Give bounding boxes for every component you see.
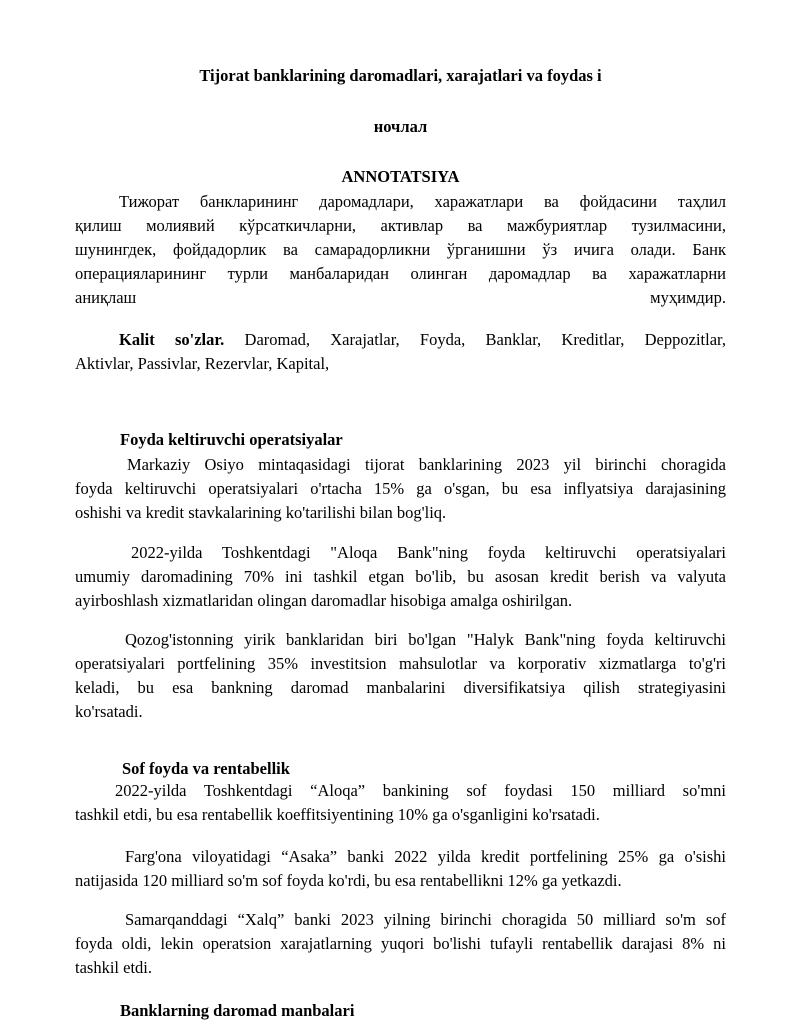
section-heading: Banklarning daromad manbalari xyxy=(120,1001,355,1020)
section-heading: Foyda keltiruvchi operatsiyalar xyxy=(120,430,343,449)
keywords-label: Kalit so'zlar. xyxy=(119,330,225,349)
annotation-heading: ANNOTATSIYA xyxy=(341,167,460,186)
keywords-list-1: Daromad, Xarajatlar, Foyda, Banklar, Kreditlar, Deppozitlar, xyxy=(244,330,726,349)
section-paragraph xyxy=(75,541,726,613)
annotation-line: муҳимдир. xyxy=(650,288,726,307)
annotation-line: аниқлаш xyxy=(75,288,137,307)
annotation-line: Тижорат банкларининг даромадлари, харажатлари ва фойдасини таҳлил xyxy=(119,192,726,211)
paragraph-line: 2022-yilda Toshkentdagi "Aloqa Bank"ning foyda keltiruvchi operatsiyalari xyxy=(131,543,726,562)
paragraph-line: foyda keltiruvchi operatsiyalari o'rtacha 15% ga o'sgan, bu esa inflyatsiya darajasining xyxy=(75,479,726,498)
paragraph-line: Farg'ona viloyatidagi “Asaka” banki 2022 yilda kredit portfelining 25% ga o'sishi xyxy=(125,847,726,866)
paragraph-line: Qozog'istonning yirik banklaridan biri bo'lgan "Halyk Bank"ning foyda keltiruvchi xyxy=(125,630,726,649)
document-title-line-1: Tijorat banklarining daromadlari, xarajatlari va foydas i xyxy=(199,66,602,85)
keywords-line-1 xyxy=(75,328,726,352)
paragraph-line: foyda oldi, lekin operatsion xarajatlarning yuqori bo'lishi tufayli rentabellik darajasi 8% ni xyxy=(75,934,726,953)
document-title-line-2: ночлал xyxy=(373,117,428,136)
paragraph-line: oshishi va kredit stavkalarining ko'tarilishi bilan bog'liq. xyxy=(75,503,447,522)
annotation-line: қилиш молиявий кўрсаткичларни, активлар ва мажбуриятлар тузилмасини, xyxy=(75,216,726,235)
section-heading: Sof foyda va rentabellik xyxy=(122,759,290,778)
annotation-line-split xyxy=(75,286,726,310)
paragraph-line: Markaziy Osiyo mintaqasidagi tijorat banklarining 2023 yil birinchi choragida xyxy=(127,455,726,474)
annotation-line: операцияларининг турли манбаларидан олинган даромадлар ва харажатларни xyxy=(75,264,726,283)
paragraph-line: operatsiyalari portfelining 35% investitsion mahsulotlar va korporativ xizmatlarga to'g'ri xyxy=(75,654,726,673)
section-paragraph xyxy=(75,908,726,980)
paragraph-line: umumiy daromadining 70% ini tashkil etgan bo'lib, bu asosan kredit berish va valyuta xyxy=(75,567,726,586)
paragraph-line: ko'rsatadi. xyxy=(75,702,143,721)
paragraph-line: ayirboshlash xizmatlaridan olingan daromadlar hisobiga amalga oshirilgan. xyxy=(75,591,573,610)
paragraph-line: tashkil etdi. xyxy=(75,958,152,977)
annotation-line: шунингдек, фойдадорлик ва самарадорликни ўрганишни ўз ичига олади. Банк xyxy=(75,240,726,259)
section-paragraph xyxy=(75,453,726,525)
keywords-paragraph xyxy=(75,328,726,376)
section-paragraph xyxy=(75,628,726,724)
keywords-list-2: Aktivlar, Passivlar, Rezervlar, Kapital, xyxy=(75,354,330,373)
section-paragraph xyxy=(75,779,726,827)
section-paragraph xyxy=(75,845,726,893)
annotation-paragraph xyxy=(75,190,726,310)
paragraph-line: 2022-yilda Toshkentdagi “Aloqa” bankining sof foydasi 150 milliard so'mni xyxy=(115,781,726,800)
paragraph-line: keladi, bu esa bankning daromad manbalarini diversifikatsiya qilish strategiyasini xyxy=(75,678,726,697)
paragraph-line: tashkil etdi, bu esa rentabellik koeffitsiyentining 10% ga o'sganligini ko'rsatadi. xyxy=(75,805,600,824)
paragraph-line: natijasida 120 milliard so'm sof foyda ko'rdi, bu esa rentabellikni 12% ga yetkazdi. xyxy=(75,871,622,890)
paragraph-line: Samarqanddagi “Xalq” banki 2023 yilning birinchi choragida 50 milliard so'm sof xyxy=(125,910,726,929)
